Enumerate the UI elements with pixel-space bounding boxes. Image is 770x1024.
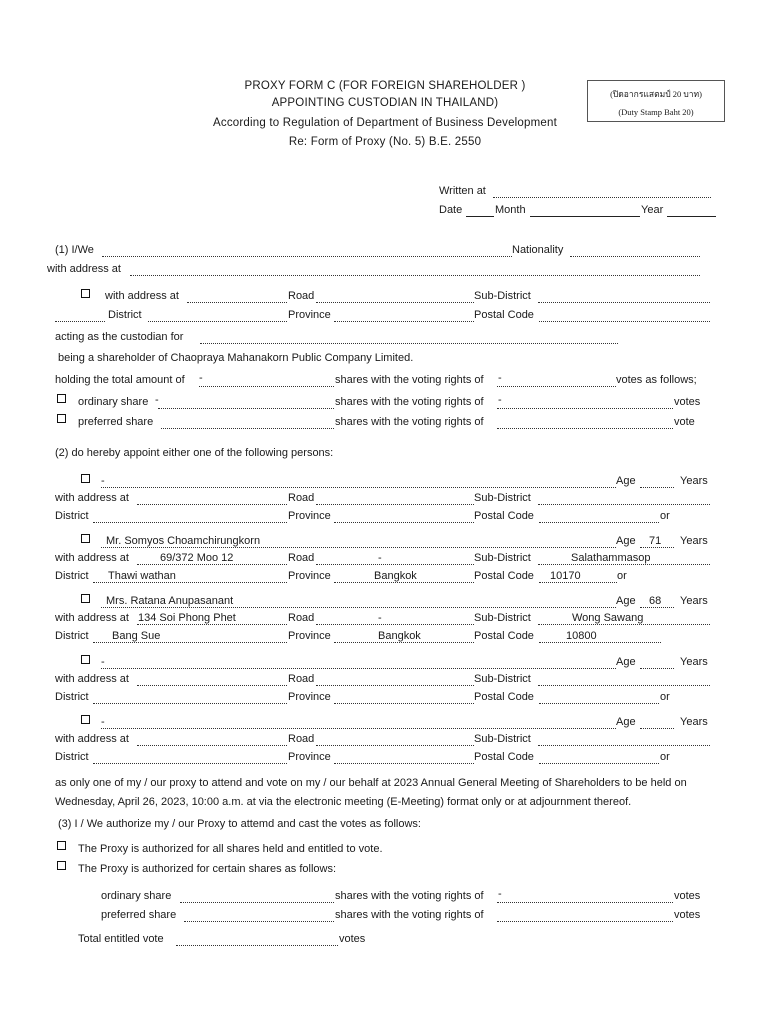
proxy-1-years-label: Years — [680, 475, 708, 487]
proxy-5-or-label: or — [660, 751, 670, 763]
proxy-3-district-field[interactable] — [93, 642, 287, 643]
holding-value: - — [199, 372, 203, 384]
proxy-4-district-label: District — [55, 691, 89, 703]
proxy-2-province-field[interactable] — [334, 582, 474, 583]
proxy-3-sub-district-label: Sub-District — [474, 612, 531, 624]
postal-code-field[interactable] — [539, 321, 710, 322]
proxy-1-age-field[interactable] — [640, 487, 674, 488]
holding-voting-label: shares with the voting rights of — [335, 374, 484, 386]
votes-as-follows-label: votes as follows; — [616, 374, 697, 386]
ordinary-share-label: ordinary share — [78, 396, 149, 408]
proxy-5-postal-code-field[interactable] — [539, 763, 659, 764]
proxy-2-sub-district-value: Salathammasop — [571, 552, 651, 564]
certain-shares-label: The Proxy is authorized for certain shares as follows: — [78, 863, 337, 875]
proxy-2-name-field[interactable] — [101, 547, 616, 548]
total-vote-label: Total entitled vote — [78, 933, 164, 945]
proxy-2-postal-code-value: 10170 — [550, 570, 581, 582]
proxy-2-district-value: Thawi wathan — [108, 570, 176, 582]
proxy-3-district-value: Bang Sue — [112, 630, 161, 642]
proxy-2-road-field[interactable] — [316, 564, 474, 565]
year-label: Year — [641, 204, 664, 216]
proxy-3-province-label: Province — [288, 630, 331, 642]
proxy-3-postal-code-value: 10800 — [566, 630, 597, 642]
proxy-4-address-label: with address at — [55, 673, 129, 685]
s3-preferred-voting-label: shares with the voting rights of — [335, 909, 484, 921]
custodian-label: acting as the custodian for — [55, 331, 184, 343]
proxy-1-name-value: - — [101, 475, 105, 487]
proxy-2-district-field[interactable] — [93, 582, 287, 583]
proxy-3-address-label: with address at — [55, 612, 129, 624]
proxy-4-district-field[interactable] — [93, 703, 287, 704]
proxy-1-road-label: Road — [288, 492, 315, 504]
holding-voting-field[interactable] — [497, 386, 616, 387]
nationality-label: Nationality — [512, 244, 564, 256]
proxy-3-road-label: Road — [288, 612, 315, 624]
province-label: Province — [288, 309, 331, 321]
custodian-field[interactable] — [200, 343, 618, 344]
s3-ordinary-votes-label: votes — [674, 890, 701, 902]
proxy-4-postal-code-label: Postal Code — [474, 691, 534, 703]
proxy-3-age-value: 68 — [649, 595, 662, 607]
holding-label: holding the total amount of — [55, 374, 185, 386]
proxy-1-district-field[interactable] — [93, 522, 287, 523]
proxy-1-or-label: or — [660, 510, 670, 522]
proxy-5-sub-district-label: Sub-District — [474, 733, 531, 745]
proxy-4-road-field[interactable] — [316, 685, 474, 686]
proxy-1-checkbox[interactable] — [81, 474, 90, 483]
proxy-3-road-field[interactable] — [316, 624, 474, 625]
proxy-5-province-field[interactable] — [334, 763, 474, 764]
proxy-4-name-field[interactable] — [101, 668, 616, 669]
proxy-3-checkbox[interactable] — [81, 594, 90, 603]
proxy-5-age-field[interactable] — [640, 728, 674, 729]
proxy-2-postal-code-label: Postal Code — [474, 570, 534, 582]
proxy-4-checkbox[interactable] — [81, 655, 90, 664]
proxy-4-or-label: or — [660, 691, 670, 703]
proxy-2-age-field[interactable] — [640, 547, 674, 548]
proxy-4-address-field[interactable] — [137, 685, 287, 686]
proxy-1-age-label: Age — [616, 475, 636, 487]
proxy-1-name-field[interactable] — [101, 487, 616, 488]
proxy-5-district-field[interactable] — [93, 763, 287, 764]
address-field[interactable] — [130, 275, 700, 276]
preferred-share-checkbox[interactable] — [57, 414, 66, 423]
sub-district-field[interactable] — [538, 302, 710, 303]
s3-ordinary-label: ordinary share — [101, 890, 172, 902]
province-field[interactable] — [334, 321, 474, 322]
district-label: District — [108, 309, 142, 321]
proxy-1-sub-district-label: Sub-District — [474, 492, 531, 504]
proxy-1-province-field[interactable] — [334, 522, 474, 523]
proxy-5-years-label: Years — [680, 716, 708, 728]
all-shares-checkbox[interactable] — [57, 841, 66, 850]
proxy-2-address-field[interactable] — [137, 564, 287, 565]
proxy-3-province-value: Bangkok — [378, 630, 421, 642]
proxy-3-age-label: Age — [616, 595, 636, 607]
proxy-2-age-value: 71 — [649, 535, 662, 547]
address-label-2: with address at — [105, 290, 179, 302]
proxy-3-postal-code-field[interactable] — [539, 642, 661, 643]
ordinary-share-field[interactable] — [158, 408, 334, 409]
proxy-4-sub-district-label: Sub-District — [474, 673, 531, 685]
proxy-2-district-label: District — [55, 570, 89, 582]
postal-code-label: Postal Code — [474, 309, 534, 321]
proxy-3-name-field[interactable] — [101, 607, 616, 608]
s3-preferred-field[interactable] — [184, 921, 334, 922]
month-field[interactable] — [530, 216, 640, 217]
address-label: with address at — [47, 263, 121, 275]
total-votes-label: votes — [339, 933, 366, 945]
ordinary-voting-value: - — [498, 394, 502, 406]
s3-preferred-voting-field[interactable] — [497, 921, 673, 922]
proxy-1-road-field[interactable] — [316, 504, 474, 505]
proxy-4-province-label: Province — [288, 691, 331, 703]
preferred-share-label: preferred share — [78, 416, 154, 428]
proxy-5-age-label: Age — [616, 716, 636, 728]
form-subtitle-line2: Re: Form of Proxy (No. 5) B.E. 2550 — [288, 136, 482, 148]
holding-voting-value: - — [498, 372, 502, 384]
proxy-4-age-field[interactable] — [640, 668, 674, 669]
proxy-2-province-value: Bangkok — [374, 570, 417, 582]
proxy-4-province-field[interactable] — [334, 703, 474, 704]
ordinary-share-checkbox[interactable] — [57, 394, 66, 403]
sub-district-label: Sub-District — [474, 290, 531, 302]
year-field[interactable] — [667, 216, 716, 217]
proxy-2-checkbox[interactable] — [81, 534, 90, 543]
preferred-share-field[interactable] — [161, 428, 334, 429]
meeting-statement-line1: as only one of my / our proxy to attend and vote on my / our behalf at 2023 Annual General Meeting of Shareholders to be held on — [55, 777, 687, 789]
proxy-4-age-label: Age — [616, 656, 636, 668]
proxy-1-postal-code-field[interactable] — [539, 522, 659, 523]
duty-stamp-box — [587, 80, 725, 122]
section3-heading: (3) I / We authorize my / our Proxy to attemd and cast the votes as follows: — [58, 818, 421, 830]
proxy-1-province-label: Province — [288, 510, 331, 522]
stamp-thai-text: (ปิดอากรแสตมป์ 20 บาท) — [610, 89, 702, 99]
proxy-3-postal-code-label: Postal Code — [474, 630, 534, 642]
proxy-2-postal-code-field[interactable] — [539, 582, 617, 583]
proxy-1-address-field[interactable] — [137, 504, 287, 505]
proxy-5-address-label: with address at — [55, 733, 129, 745]
proxy-2-sub-district-label: Sub-District — [474, 552, 531, 564]
s3-preferred-label: preferred share — [101, 909, 177, 921]
proxy-2-road-label: Road — [288, 552, 315, 564]
proxy-5-address-field[interactable] — [137, 745, 287, 746]
proxy-4-postal-code-field[interactable] — [539, 703, 659, 704]
proxy-5-road-field[interactable] — [316, 745, 474, 746]
proxy-1-postal-code-label: Postal Code — [474, 510, 534, 522]
proxy-3-province-field[interactable] — [334, 642, 474, 643]
preferred-vote-label: vote — [674, 416, 695, 428]
proxy-2-sub-district-field[interactable] — [538, 564, 710, 565]
proxy-1-sub-district-field[interactable] — [538, 504, 710, 505]
proxy-5-province-label: Province — [288, 751, 331, 763]
proxy-4-sub-district-field[interactable] — [538, 685, 710, 686]
ordinary-voting-field[interactable] — [497, 408, 673, 409]
proxy-4-name-value: - — [101, 656, 105, 668]
all-shares-label: The Proxy is authorized for all shares held and entitled to vote. — [78, 843, 383, 855]
iwe-label: (1) I/We — [55, 244, 94, 256]
district-prefix-field[interactable] — [55, 321, 105, 322]
s3-preferred-votes-label: votes — [674, 909, 701, 921]
s3-ordinary-voting-value: - — [498, 888, 502, 900]
holding-field[interactable] — [199, 386, 334, 387]
proxy-2-or-label: or — [617, 570, 627, 582]
form-subtitle-line1: According to Regulation of Department of Business Development — [213, 117, 557, 129]
district-field[interactable] — [148, 321, 287, 322]
proxy-2-road-value: - — [378, 552, 382, 564]
proxy-4-road-label: Road — [288, 673, 315, 685]
form-title-line1: PROXY FORM C (FOR FOREIGN SHAREHOLDER ) — [244, 80, 526, 92]
proxy-4-years-label: Years — [680, 656, 708, 668]
certain-shares-checkbox[interactable] — [57, 861, 66, 870]
proxy-3-sub-district-field[interactable] — [538, 624, 710, 625]
address-checkbox[interactable] — [81, 289, 90, 298]
road-field[interactable] — [316, 302, 474, 303]
date-label: Date — [439, 204, 463, 216]
proxy-5-district-label: District — [55, 751, 89, 763]
proxy-5-postal-code-label: Postal Code — [474, 751, 534, 763]
month-label: Month — [495, 204, 526, 216]
ordinary-voting-label: shares with the voting rights of — [335, 396, 484, 408]
proxy-5-road-label: Road — [288, 733, 315, 745]
proxy-3-address-field[interactable] — [137, 624, 287, 625]
proxy-3-sub-district-value: Wong Sawang — [572, 612, 644, 624]
date-field[interactable] — [466, 216, 494, 217]
proxy-5-checkbox[interactable] — [81, 715, 90, 724]
proxy-3-address-value: 134 Soi Phong Phet — [138, 612, 236, 624]
preferred-voting-label: shares with the voting rights of — [335, 416, 484, 428]
proxy-5-sub-district-field[interactable] — [538, 745, 710, 746]
s3-ordinary-field[interactable] — [180, 902, 334, 903]
s3-ordinary-voting-label: shares with the voting rights of — [335, 890, 484, 902]
proxy-3-age-field[interactable] — [640, 607, 674, 608]
stamp-english-text: (Duty Stamp Baht 20) — [618, 107, 694, 117]
road-label: Road — [288, 290, 315, 302]
nationality-field[interactable] — [570, 256, 700, 257]
proxy-3-road-value: - — [378, 612, 382, 624]
preferred-voting-field[interactable] — [497, 428, 673, 429]
total-vote-field[interactable] — [176, 945, 338, 946]
proxy-2-address-label: with address at — [55, 552, 129, 564]
iwe-field[interactable] — [102, 256, 512, 257]
address-field-2[interactable] — [187, 302, 287, 303]
section2-heading: (2) do hereby appoint either one of the following persons: — [55, 447, 334, 459]
meeting-statement-line2: Wednesday, April 26, 2023, 10:00 a.m. at via the electronic meeting (E-Meeting) format only or at adjournment thereof. — [55, 796, 632, 808]
proxy-2-address-value: 69/372 Moo 12 — [160, 552, 234, 564]
written-at-label: Written at — [439, 185, 486, 197]
proxy-2-years-label: Years — [680, 535, 708, 547]
written-at-field[interactable] — [493, 197, 711, 198]
proxy-5-name-field[interactable] — [101, 728, 616, 729]
proxy-5-name-value: - — [101, 716, 105, 728]
ordinary-share-value: - — [155, 394, 159, 406]
ordinary-votes-label: votes — [674, 396, 701, 408]
shareholder-statement: being a shareholder of Chaopraya Mahanakorn Public Company Limited. — [58, 352, 414, 364]
proxy-2-name-value: Mr. Somyos Choamchirungkorn — [106, 535, 261, 547]
s3-ordinary-voting-field[interactable] — [497, 902, 673, 903]
form-title-line2: APPOINTING CUSTODIAN IN THAILAND) — [271, 97, 499, 109]
proxy-2-province-label: Province — [288, 570, 331, 582]
proxy-2-age-label: Age — [616, 535, 636, 547]
proxy-3-years-label: Years — [680, 595, 708, 607]
proxy-3-name-value: Mrs. Ratana Anupasanant — [106, 595, 234, 607]
proxy-1-district-label: District — [55, 510, 89, 522]
proxy-3-district-label: District — [55, 630, 89, 642]
proxy-1-address-label: with address at — [55, 492, 129, 504]
